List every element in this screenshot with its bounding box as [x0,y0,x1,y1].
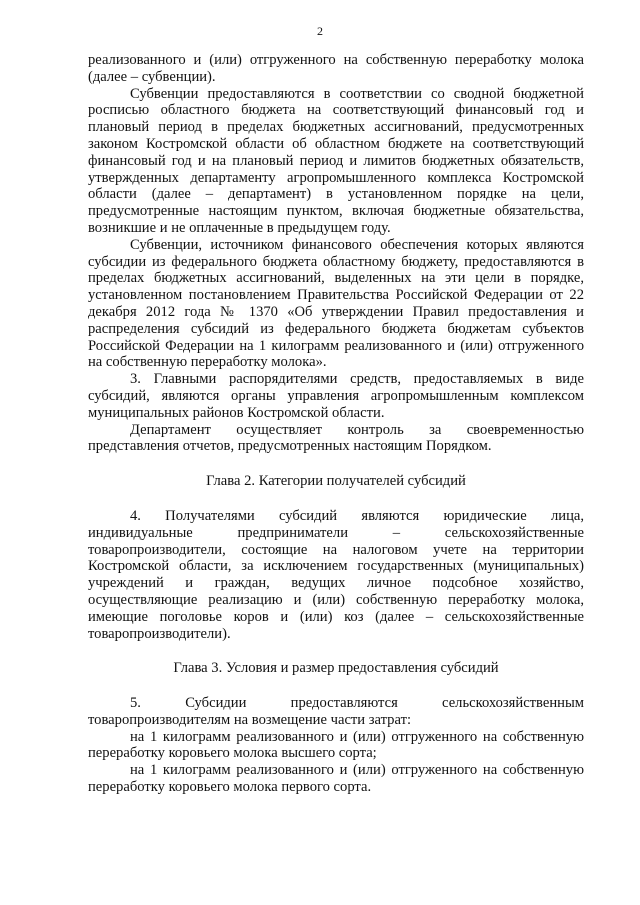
chapter-2-heading: Глава 2. Категории получателей субсидий [206,473,466,490]
paragraph-item-5: 5. Субсидии предоставляются сельскохозяйственным товаропроизводителям на возмещение части затрат: [88,695,584,728]
document-body [88,52,584,796]
paragraph-department-control: Департамент осуществляет контроль за своевременностью представления отчетов, предусмотренных настоящим Порядком. [88,421,584,455]
chapter-3-heading: Глава 3. Условия и размер предоставления субсидий [173,660,499,677]
paragraph-item-4: 4. Получателями субсидий являются юридические лица, индивидуальные предприниматели – сельскохозяйственные товаропроизводители, состоящие на налоговом учете на территории Костромской области, за исключением государственных (муниципальных) учреждений и граждан, ведущих личное подсобное хозяйство, осуществляющие реализацию и (или) собственную переработку молока, имеющие поголовье коров и (или) коз (далее – сельскохозяйственные товаропроизводители). [88,507,584,642]
paragraph-subventions-federal: Субвенции, источником финансового обеспечения которых являются субсидии из федерального бюджета областному бюджету, предоставляются в пределах бюджетных ассигнований, выделенных на эти цели в порядке, установленном постановлением Правительства Российской Федерации от 22 декабря 2012 года № 1370 «Об утверждении Правил предоставления и распределения субсидий из федерального бюджета бюджетам субъектов Российской Федерации на 1 килограмм реализованного и (или) отгруженного на собственную переработку молока». [88,236,584,371]
paragraph-continuation: реализованного и (или) отгруженного на собственную переработку молока (далее – субвенции). [88,52,584,85]
page-number: 2 [317,24,323,38]
paragraph-first-grade: на 1 килограмм реализованного и (или) отгруженного на собственную переработку коровьего молока первого сорта. [88,762,584,796]
paragraph-subventions-budget: Субвенции предоставляются в соответствии со сводной бюджетной росписью областного бюджета на соответствующий финансовый год и плановый период в пределах бюджетных ассигнований, предусмотренных законом Костромской области об областном бюджете на соответствующий финансовый год и на плановый период и лимитов бюджетных обязательств, утвержденных департаменту агропромышленного комплекса Костромской области (далее – департамент) в установленном порядке на цели, предусмотренные настоящим пунктом, включая бюджетные обязательства, возникшие и не оплаченные в предыдущем году. [88,85,584,236]
paragraph-premium-grade: на 1 килограмм реализованного и (или) отгруженного на собственную переработку коровьего молока высшего сорта; [88,728,584,762]
paragraph-item-3: 3. Главными распорядителями средств, предоставляемых в виде субсидий, являются органы управления агропромышленным комплексом муниципальных районов Костромской области. [88,371,584,421]
